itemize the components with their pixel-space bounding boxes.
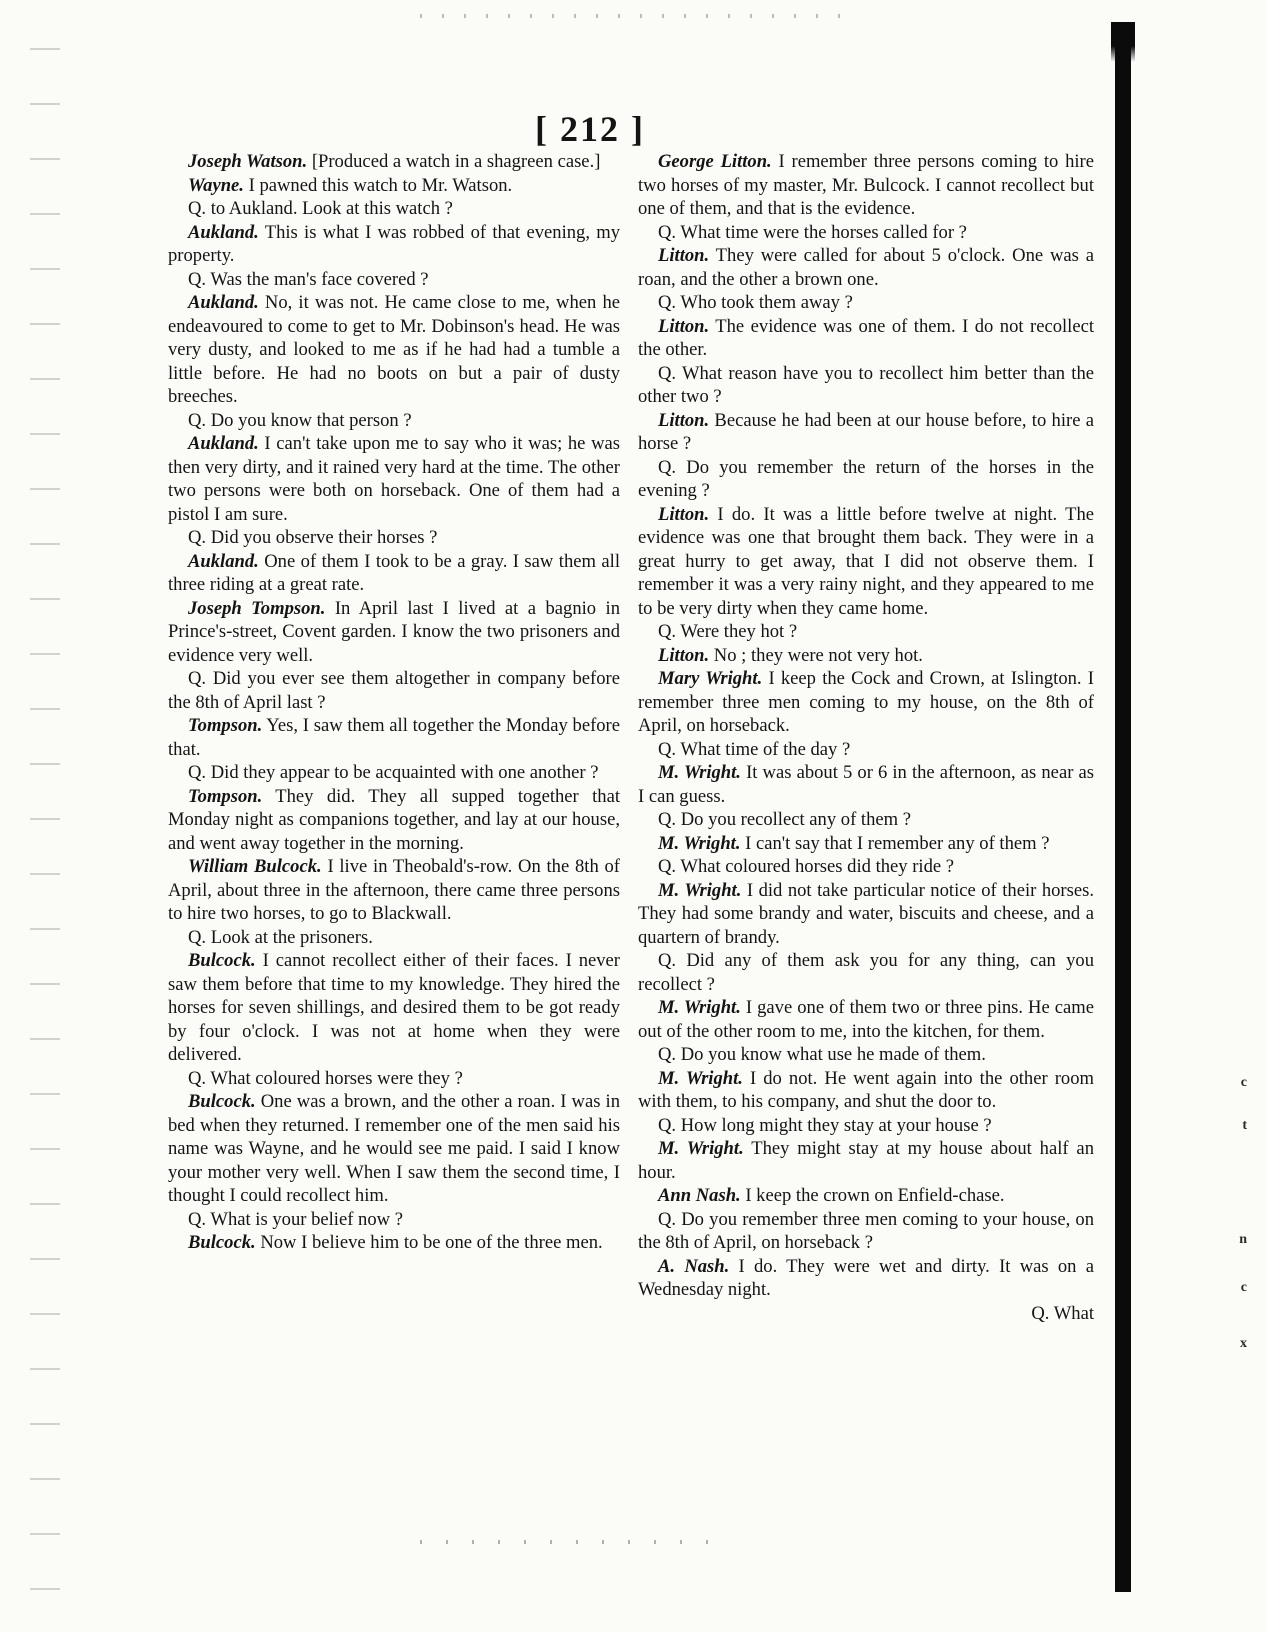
paragraph-text: Now I believe him to be one of the three men.: [255, 1232, 603, 1253]
speaker-name: Mary Wright.: [658, 668, 763, 689]
paragraph-text: Q. What time were the horses called for ?: [658, 221, 967, 243]
paragraph: [638, 808, 1094, 832]
speaker-name: William Bulcock.: [188, 856, 322, 877]
paragraph-text: I did not take particular notice of their horses. They had some brandy and water, biscuits and cheese, and a quartern of brandy.: [638, 879, 1094, 948]
paragraph: [638, 1255, 1094, 1302]
paragraph: [638, 761, 1094, 808]
paragraph-text: I do not. He went again into the other room with them, to his company, and shut the door to.: [638, 1067, 1094, 1112]
paragraph-text: I do. It was a little before twelve at night. The evidence was one that brought them back. They were in a great hurry to get away, that I did not observe them. I remember it was a very rainy night, and they appeared to me to be very dirty when they came home.: [638, 503, 1094, 619]
paragraph-text: The evidence was one of them. I do not recollect the other.: [638, 315, 1094, 360]
paragraph: [638, 1043, 1094, 1067]
right-column: [638, 150, 1094, 1325]
paragraph: [638, 1137, 1094, 1184]
paragraph: [638, 1184, 1094, 1208]
paragraph: [638, 879, 1094, 950]
paragraph-text: I do. They were wet and dirty. It was on a Wednesday night.: [638, 1255, 1095, 1300]
speaker-name: M. Wright.: [658, 762, 741, 783]
speaker-name: Wayne.: [188, 174, 244, 196]
paragraph-text: One was a brown, and the other a roan. I was in bed when they returned. I remember one of the men said his name was Wayne, and he would see me paid. I said I know your mother very well. When I saw them the second time, I thought I could recollect him.: [168, 1091, 620, 1206]
paragraph-text: They did. They all supped together that Monday night as companions together, and lay at our house, and went away together in the morning.: [168, 785, 620, 854]
paragraph: [168, 667, 620, 714]
paragraph-text: One of them I took to be a gray. I saw them all three riding at a great rate.: [168, 550, 620, 595]
paragraph: [168, 761, 620, 785]
paragraph: [638, 409, 1094, 456]
paragraph: [168, 714, 620, 761]
speaker-name: Joseph Watson.: [188, 151, 308, 172]
paragraph-text: I cannot recollect either of their faces. I never saw them before that time to my knowledge. They hired the horses for seven shillings, and desired them to be got ready by four o'clock. I was not at home when they were delivered.: [168, 950, 620, 1065]
paragraph: [638, 1067, 1094, 1114]
paragraph: [638, 644, 1094, 668]
paragraph: [168, 197, 620, 221]
paragraph-text: Q. What reason have you to recollect him better than the other two ?: [638, 362, 1094, 407]
paragraph-text: Q. Look at the prisoners.: [188, 926, 373, 948]
speaker-name: Ann Nash.: [658, 1185, 741, 1206]
paragraph-text: Q. Were they hot ?: [658, 621, 798, 642]
paragraph: [168, 926, 620, 950]
paragraph: [168, 785, 620, 856]
paragraph: [168, 597, 620, 668]
speaker-name: Aukland.: [188, 292, 259, 313]
speaker-name: Litton.: [658, 315, 710, 337]
paragraph-text: Q. Do you know what use he made of them.: [658, 1044, 986, 1065]
paragraph: [638, 291, 1094, 315]
speaker-name: Aukland.: [188, 550, 259, 572]
paragraph: [638, 456, 1094, 503]
paragraph-text: Because he had been at our house before, to hire a horse ?: [638, 409, 1094, 454]
paragraph-text: I can't take upon me to say who it was; he was then very dirty, and it rained very hard at the time. The other two persons were both on horseback. One of them had a pistol I am sure.: [168, 433, 620, 525]
paragraph: [638, 315, 1094, 362]
paragraph-text: Yes, I saw them all together the Monday before that.: [168, 715, 620, 760]
paragraph: [168, 1067, 620, 1091]
paragraph: [638, 996, 1094, 1043]
paragraph-text: I remember three persons coming to hire two horses of my master, Mr. Bulcock. I cannot recollect but one of them, and that is the evidence.: [638, 151, 1094, 219]
paragraph: [168, 1208, 620, 1232]
paragraph: [168, 949, 620, 1067]
paragraph-text: I gave one of them two or three pins. He came out of the other room to me, into the kitchen, for them.: [638, 997, 1094, 1042]
paragraph: [168, 268, 620, 292]
speaker-name: Litton.: [658, 409, 710, 431]
paragraph-text: Q. Did you ever see them altogether in company before the 8th of April last ?: [168, 668, 620, 713]
speaker-name: Litton.: [658, 503, 710, 525]
speaker-name: Tompson.: [188, 715, 263, 736]
speaker-name: Joseph Tompson.: [188, 597, 326, 619]
paragraph: [638, 1114, 1094, 1138]
speaker-name: M. Wright.: [658, 997, 741, 1018]
paragraph-text: No ; they were not very hot.: [709, 644, 923, 666]
speaker-name: Aukland.: [188, 433, 259, 454]
bleed-mark: c: [1240, 1280, 1247, 1295]
paragraph-text: [Produced a watch in a shagreen case.]: [307, 151, 601, 172]
bleed-mark: t: [1242, 1118, 1247, 1133]
catchword: Q. What: [1031, 1302, 1094, 1324]
speaker-name: Tompson.: [188, 785, 263, 807]
paragraph-text: No, it was not. He came close to me, when he endeavoured to come to get to Mr. Dobinson's head. He was very dusty, and looked to me as if he had had a tumble a little before. He had no boots on but a pair of dusty breeches.: [168, 292, 620, 407]
paragraph-text: Q. What coloured horses did they ride ?: [658, 856, 955, 877]
speaker-name: Bulcock.: [188, 1232, 256, 1253]
speaker-name: M. Wright.: [658, 1138, 744, 1159]
paragraph-text: Q. Was the man's face covered ?: [188, 268, 429, 290]
paragraph: [638, 667, 1094, 738]
speaker-name: Bulcock.: [188, 950, 256, 971]
paragraph-text: Q. How long might they stay at your house ?: [658, 1114, 992, 1136]
bleed-mark: c: [1240, 1075, 1247, 1090]
speaker-name: M. Wright.: [658, 879, 742, 901]
speaker-name: Litton.: [658, 245, 710, 266]
paragraph-text: In April last I lived at a bagnio in Prince's-street, Covent garden. I know the two prisoners and evidence very well.: [168, 597, 620, 666]
paragraph-text: It was about 5 or 6 in the afternoon, as near as I can guess.: [638, 762, 1094, 807]
speaker-name: M. Wright.: [658, 1067, 743, 1089]
paragraph-text: Q. Do you recollect any of them ?: [658, 809, 911, 830]
paragraph: [638, 1208, 1094, 1255]
paragraph: [638, 221, 1094, 245]
paragraph-text: Q. Do you know that person ?: [188, 409, 412, 431]
left-column: [168, 150, 620, 1255]
paragraph: [168, 432, 620, 526]
paragraph-text: Q. Who took them away ?: [658, 292, 853, 313]
speaker-name: M. Wright.: [658, 832, 741, 854]
paragraph-text: I pawned this watch to Mr. Watson.: [243, 174, 513, 196]
speaker-name: Bulcock.: [188, 1091, 256, 1112]
paragraph-text: Q. What time of the day ?: [658, 738, 851, 760]
bleed-mark: n: [1239, 1232, 1247, 1247]
paragraph: [168, 174, 620, 198]
paragraph: [168, 409, 620, 433]
paragraph-text: Q. Did any of them ask you for any thing, can you recollect ?: [638, 950, 1094, 995]
paragraph: [168, 150, 620, 174]
paragraph-text: Q. What coloured horses were they ?: [188, 1067, 463, 1089]
page-number: [ 212 ]: [535, 109, 645, 149]
paragraph-text: Q. What is your belief now ?: [188, 1208, 403, 1230]
paragraph: [638, 949, 1094, 996]
bottom-specks: [420, 1540, 720, 1544]
paragraph-text: They might stay at my house about half an hour.: [638, 1138, 1094, 1183]
paragraph: [638, 738, 1094, 762]
paragraph: [168, 1231, 620, 1255]
speaker-name: A. Nash.: [658, 1255, 730, 1277]
binding-edge: [1115, 22, 1131, 1592]
speaker-name: George Litton.: [658, 151, 772, 172]
paragraph: [638, 244, 1094, 291]
paragraph: [168, 550, 620, 597]
paragraph: [638, 150, 1094, 221]
paragraph: [168, 291, 620, 409]
speaker-name: Aukland.: [188, 221, 259, 243]
paragraph: [638, 855, 1094, 879]
bleed-mark: x: [1240, 1336, 1247, 1351]
paragraph: [168, 1090, 620, 1208]
paragraph-text: I keep the crown on Enfield-chase.: [740, 1185, 1005, 1206]
paragraph-text: This is what I was robbed of that evening, my property.: [168, 221, 620, 266]
paragraph-text: Q. Did you observe their horses ?: [188, 527, 438, 548]
paragraph-text: Q. to Aukland. Look at this watch ?: [188, 198, 453, 219]
paragraph: [168, 855, 620, 926]
paragraph: [638, 362, 1094, 409]
speaker-name: Litton.: [658, 644, 710, 666]
paragraph-text: They were called for about 5 o'clock. One was a roan, and the other a brown one.: [638, 245, 1094, 290]
top-specks: [420, 14, 840, 18]
paragraph: [638, 620, 1094, 644]
paragraph: [638, 503, 1094, 621]
paragraph-text: Q. Do you remember the return of the horses in the evening ?: [638, 456, 1094, 501]
binding-edge-taper: [1111, 22, 1135, 62]
paragraph-text: Q. Did they appear to be acquainted with one another ?: [188, 762, 599, 783]
paragraph-text: I can't say that I remember any of them ?: [740, 832, 1050, 854]
paragraph: [638, 832, 1094, 856]
left-margin-specks: [30, 30, 60, 1590]
paragraph-text: I live in Theobald's-row. On the 8th of April, about three in the afternoon, there came three persons to hire two horses, to go to Blackwall.: [168, 856, 620, 924]
paragraph-text: I keep the Cock and Crown, at Islington. I remember three men coming to my house, on the 8th of April, on horseback.: [638, 668, 1094, 736]
paragraph-text: Q. Do you remember three men coming to your house, on the 8th of April, on horseback ?: [638, 1208, 1094, 1253]
paragraph: [168, 221, 620, 268]
paragraph: [168, 526, 620, 550]
